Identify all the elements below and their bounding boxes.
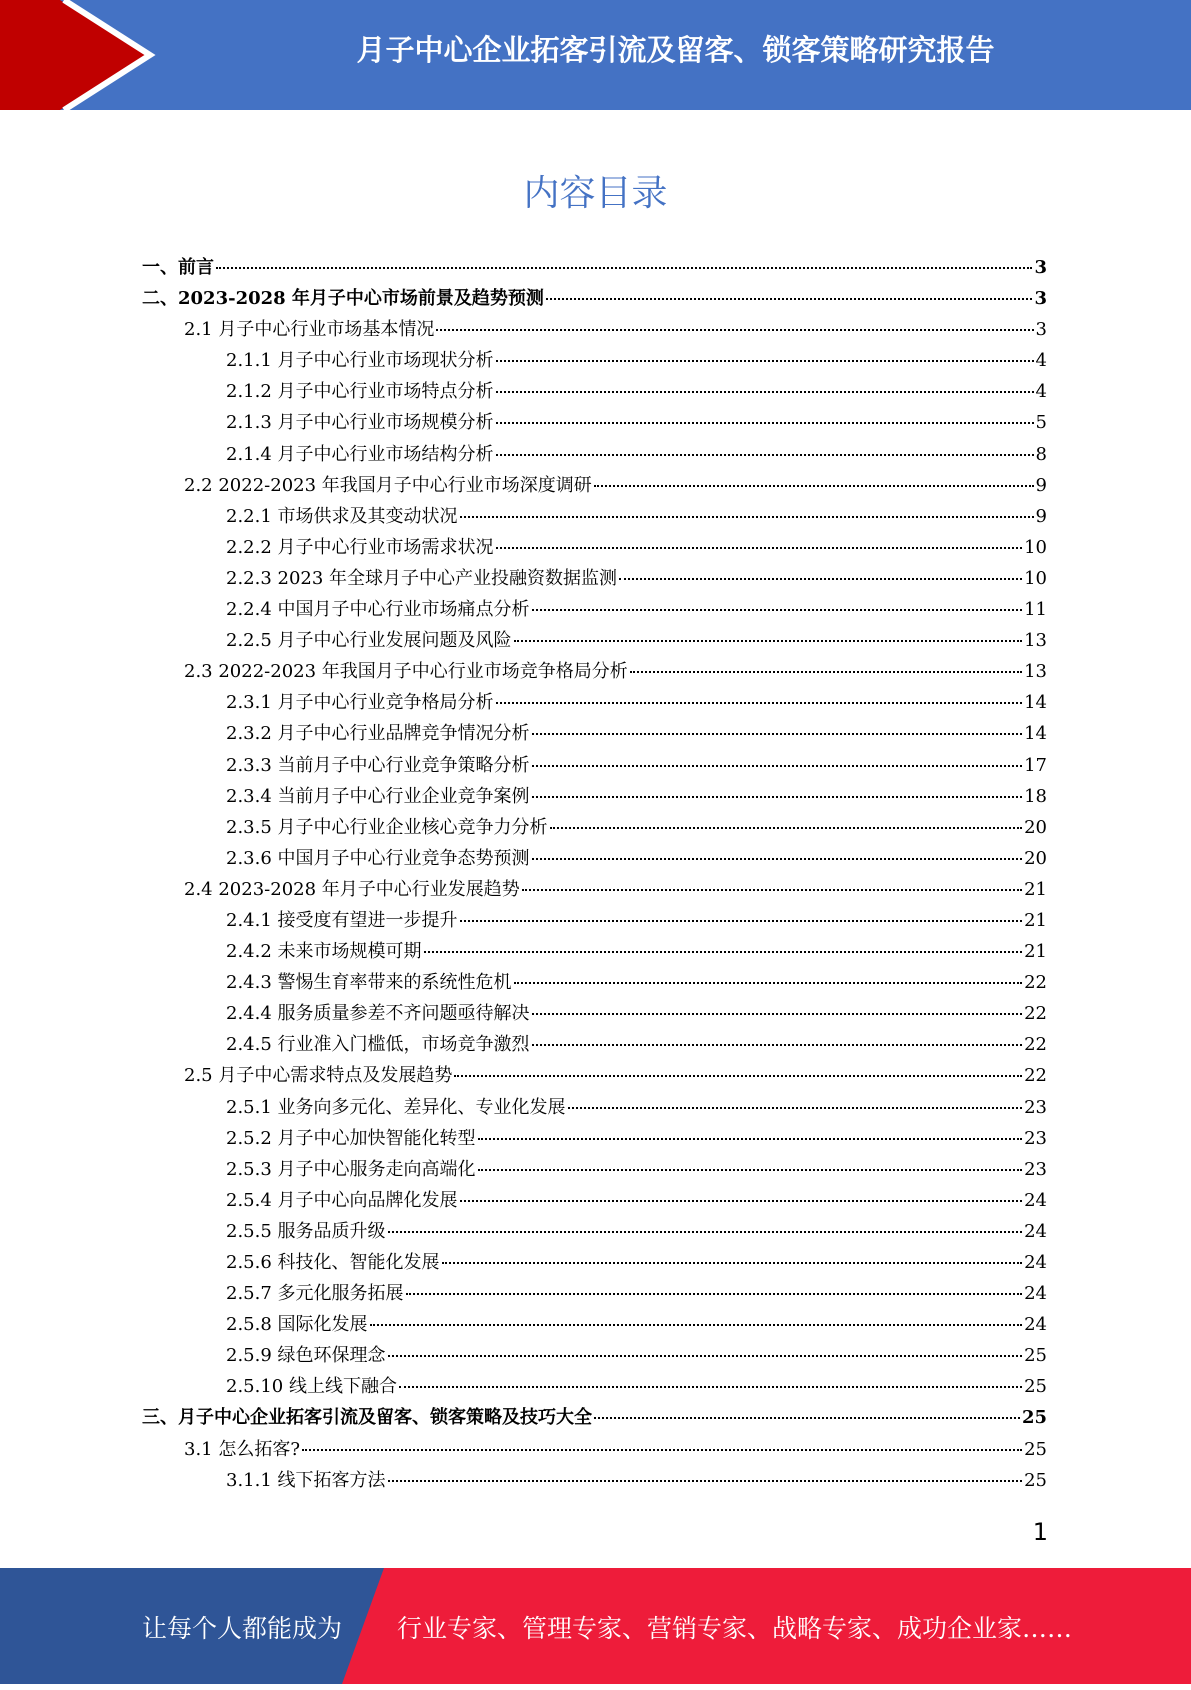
toc-entry[interactable] [142, 595, 1047, 626]
toc-entry[interactable] [142, 999, 1047, 1030]
toc-entry-page: 23 [1024, 1158, 1047, 1180]
toc-entry-label: 2.3.3 当前月子中心行业竞争策略分析 [226, 754, 530, 776]
toc-dot-leader [630, 671, 1022, 673]
toc-dot-leader [496, 454, 1034, 456]
toc-entry[interactable] [142, 844, 1047, 875]
toc-entry-label: 2.1.2 月子中心行业市场特点分析 [226, 381, 494, 403]
toc-entry[interactable] [142, 1186, 1047, 1217]
toc-dot-leader [568, 1107, 1023, 1109]
toc-dot-leader [454, 1075, 1022, 1077]
toc-entry-page: 21 [1024, 878, 1047, 900]
toc-entry-label: 2.1.1 月子中心行业市场现状分析 [226, 350, 494, 372]
toc-entry-page: 25 [1021, 1407, 1047, 1429]
toc-entry[interactable] [142, 937, 1047, 968]
toc-entry-label: 2.5.1 业务向多元化、差异化、专业化发展 [226, 1096, 566, 1118]
toc-entry-page: 21 [1024, 909, 1047, 931]
toc-entry-page: 13 [1024, 630, 1047, 652]
toc-entry-label: 2.4.4 服务质量参差不齐问题亟待解决 [226, 1003, 530, 1025]
toc-dot-leader [532, 733, 1023, 735]
toc-entry-label: 2.1.3 月子中心行业市场规模分析 [226, 412, 494, 434]
toc-entry-label: 2.5.10 线上线下融合 [226, 1376, 397, 1398]
toc-entry-label: 3.1.1 线下拓客方法 [226, 1469, 386, 1491]
toc-entry[interactable] [142, 346, 1047, 377]
toc-dot-leader [594, 1417, 1020, 1419]
toc-entry[interactable] [142, 1372, 1047, 1403]
toc-entry-page: 23 [1024, 1127, 1047, 1149]
toc-entry[interactable] [142, 1466, 1047, 1497]
toc-entry[interactable] [142, 813, 1047, 844]
table-of-contents [142, 253, 1047, 1497]
toc-dot-leader [532, 609, 1023, 611]
toc-dot-leader [514, 640, 1023, 642]
toc-dot-leader [619, 578, 1022, 580]
toc-entry-page: 9 [1035, 474, 1047, 496]
toc-entry[interactable] [142, 906, 1047, 937]
toc-entry-page: 22 [1024, 1065, 1047, 1087]
toc-entry-label: 2.5.7 多元化服务拓展 [226, 1283, 404, 1305]
page-number: 1 [1032, 1518, 1048, 1546]
toc-entry[interactable] [142, 1061, 1047, 1092]
toc-entry-label: 2.2.3 2023 年全球月子中心产业投融资数据监测 [226, 567, 618, 589]
page-header [0, 0, 1191, 110]
toc-entry-label: 2.4.3 警惕生育率带来的系统性危机 [226, 972, 512, 994]
toc-dot-leader [370, 1324, 1023, 1326]
toc-entry[interactable] [142, 1217, 1047, 1248]
toc-dot-leader [460, 920, 1023, 922]
toc-entry-label: 2.5.8 国际化发展 [226, 1314, 368, 1336]
toc-entry-label: 一、前言 [142, 257, 214, 278]
toc-dot-leader [388, 1480, 1023, 1482]
toc-dot-leader [460, 1200, 1023, 1202]
toc-entry-label: 2.2.4 中国月子中心行业市场痛点分析 [226, 599, 530, 621]
toc-entry-page: 10 [1024, 536, 1047, 558]
toc-entry-page: 24 [1024, 1314, 1047, 1336]
toc-entry[interactable] [142, 471, 1047, 502]
toc-entry[interactable] [142, 1248, 1047, 1279]
toc-entry-page: 20 [1024, 847, 1047, 869]
toc-entry-label: 3.1 怎么拓客? [184, 1438, 300, 1460]
toc-entry[interactable] [142, 626, 1047, 657]
toc-entry-page: 22 [1024, 1034, 1047, 1056]
toc-entry-label: 2.3.1 月子中心行业竞争格局分析 [226, 692, 494, 714]
toc-dot-leader [532, 858, 1023, 860]
toc-entry-label: 三、月子中心企业拓客引流及留客、锁客策略及技巧大全 [142, 1407, 592, 1429]
toc-entry-page: 10 [1024, 567, 1047, 589]
toc-entry-page: 22 [1024, 1003, 1047, 1025]
toc-entry-page: 3 [1034, 257, 1047, 278]
toc-entry[interactable] [142, 1124, 1047, 1155]
toc-entry-label: 二、2023-2028 年月子中心市场前景及趋势预测 [142, 288, 544, 310]
toc-entry[interactable] [142, 719, 1047, 750]
toc-entry-page: 14 [1024, 723, 1047, 745]
toc-entry-label: 2.2 2022-2023 年我国月子中心行业市场深度调研 [184, 474, 592, 496]
toc-entry-page: 3 [1035, 319, 1047, 341]
toc-entry-page: 25 [1024, 1438, 1047, 1460]
toc-dot-leader [399, 1386, 1022, 1388]
toc-entry-label: 2.1.4 月子中心行业市场结构分析 [226, 443, 494, 465]
toc-dot-leader [436, 329, 1033, 331]
toc-entry[interactable] [142, 408, 1047, 439]
toc-entry-page: 24 [1024, 1220, 1047, 1242]
toc-entry[interactable] [142, 315, 1047, 346]
toc-entry[interactable] [142, 1341, 1047, 1372]
page-footer [0, 1568, 1191, 1684]
toc-dot-leader [496, 702, 1023, 704]
toc-entry-page: 4 [1035, 350, 1047, 372]
toc-entry[interactable] [142, 1093, 1047, 1124]
toc-entry-label: 2.1 月子中心行业市场基本情况 [184, 319, 435, 341]
toc-dot-leader [388, 1355, 1023, 1357]
toc-dot-leader [496, 391, 1034, 393]
toc-dot-leader [496, 547, 1023, 549]
toc-entry-page: 24 [1024, 1283, 1047, 1305]
toc-dot-leader [388, 1231, 1023, 1233]
toc-dot-leader [460, 516, 1034, 518]
toc-dot-leader [496, 422, 1034, 424]
toc-entry[interactable] [142, 1030, 1047, 1061]
toc-entry[interactable] [142, 782, 1047, 813]
toc-dot-leader [514, 982, 1023, 984]
toc-dot-leader [442, 1262, 1023, 1264]
toc-entry-label: 2.3.4 当前月子中心行业企业竞争案例 [226, 785, 530, 807]
toc-entry-label: 2.5.2 月子中心加快智能化转型 [226, 1127, 476, 1149]
toc-entry[interactable] [142, 377, 1047, 408]
toc-entry-page: 5 [1035, 412, 1047, 434]
toc-entry-label: 2.4.5 行业准入门槛低，市场竞争激烈 [226, 1034, 530, 1056]
toc-dot-leader [546, 298, 1033, 300]
toc-entry-page: 17 [1024, 754, 1047, 776]
toc-entry[interactable] [142, 688, 1047, 719]
toc-entry-page: 18 [1024, 785, 1047, 807]
toc-entry-page: 23 [1024, 1096, 1047, 1118]
toc-title: 内容目录 [523, 173, 668, 214]
toc-dot-leader [532, 1013, 1023, 1015]
toc-entry-page: 25 [1024, 1376, 1047, 1398]
toc-dot-leader [216, 267, 1032, 269]
toc-entry-page: 4 [1035, 381, 1047, 403]
toc-dot-leader [522, 889, 1022, 891]
toc-entry-page: 25 [1024, 1469, 1047, 1491]
toc-dot-leader [594, 485, 1034, 487]
toc-entry-label: 2.2.2 月子中心行业市场需求状况 [226, 536, 494, 558]
footer-slogan-right: 行业专家、管理专家、营销专家、战略专家、成功企业家…… [397, 1614, 1073, 1643]
toc-dot-leader [550, 827, 1023, 829]
toc-entry[interactable] [142, 564, 1047, 595]
toc-entry-label: 2.3.2 月子中心行业品牌竞争情况分析 [226, 723, 530, 745]
header-red-arrow [0, 0, 148, 110]
toc-entry-page: 9 [1035, 505, 1047, 527]
toc-entry[interactable] [142, 1155, 1047, 1186]
toc-entry[interactable] [142, 502, 1047, 533]
toc-entry[interactable] [142, 253, 1047, 284]
toc-entry[interactable] [142, 1435, 1047, 1466]
toc-entry-label: 2.5.4 月子中心向品牌化发展 [226, 1189, 458, 1211]
toc-entry-page: 3 [1034, 288, 1047, 310]
toc-entry-page: 8 [1035, 443, 1047, 465]
toc-entry-page: 20 [1024, 816, 1047, 838]
toc-entry-label: 2.5 月子中心需求特点及发展趋势 [184, 1065, 453, 1087]
toc-entry[interactable] [142, 440, 1047, 471]
toc-entry-label: 2.3 2022-2023 年我国月子中心行业市场竞争格局分析 [184, 661, 628, 683]
toc-dot-leader [532, 765, 1023, 767]
toc-entry-page: 24 [1024, 1189, 1047, 1211]
toc-entry-label: 2.5.9 绿色环保理念 [226, 1345, 386, 1367]
toc-entry-page: 11 [1024, 599, 1047, 621]
toc-entry-page: 14 [1024, 692, 1047, 714]
toc-entry-page: 13 [1024, 661, 1047, 683]
toc-entry[interactable] [142, 533, 1047, 564]
toc-entry[interactable] [142, 284, 1047, 315]
toc-entry[interactable] [142, 657, 1047, 688]
toc-entry-label: 2.5.3 月子中心服务走向高端化 [226, 1158, 476, 1180]
toc-entry-label: 2.5.6 科技化、智能化发展 [226, 1252, 440, 1273]
footer-slogan-left: 让每个人都能成为 [142, 1614, 343, 1643]
toc-entry[interactable] [142, 1403, 1047, 1434]
toc-entry-label: 2.3.6 中国月子中心行业竞争态势预测 [226, 847, 530, 869]
toc-entry-page: 25 [1024, 1345, 1047, 1367]
toc-dot-leader [424, 951, 1023, 953]
toc-entry[interactable] [142, 968, 1047, 999]
toc-entry-label: 2.2.1 市场供求及其变动状况 [226, 505, 458, 527]
toc-entry-label: 2.2.5 月子中心行业发展问题及风险 [226, 630, 512, 652]
toc-dot-leader [496, 360, 1034, 362]
toc-dot-leader [406, 1293, 1023, 1295]
toc-entry-label: 2.3.5 月子中心行业企业核心竞争力分析 [226, 816, 548, 838]
toc-dot-leader [532, 1044, 1023, 1046]
toc-entry-label: 2.4.1 接受度有望进一步提升 [226, 909, 458, 931]
toc-dot-leader [478, 1138, 1023, 1140]
toc-entry-label: 2.4 2023-2028 年月子中心行业发展趋势 [184, 878, 520, 900]
toc-dot-leader [302, 1449, 1022, 1451]
toc-entry[interactable] [142, 1279, 1047, 1310]
toc-entry-page: 21 [1024, 941, 1047, 963]
toc-entry[interactable] [142, 1310, 1047, 1341]
toc-dot-leader [532, 796, 1023, 798]
toc-entry-page: 22 [1024, 972, 1047, 994]
toc-entry-label: 2.4.2 未来市场规模可期 [226, 941, 422, 963]
toc-entry[interactable] [142, 875, 1047, 906]
header-title: 月子中心企业拓客引流及留客、锁客策略研究报告 [356, 33, 995, 67]
toc-entry-page: 24 [1024, 1252, 1047, 1273]
toc-dot-leader [478, 1169, 1023, 1171]
toc-entry-label: 2.5.5 服务品质升级 [226, 1220, 386, 1242]
toc-entry[interactable] [142, 751, 1047, 782]
